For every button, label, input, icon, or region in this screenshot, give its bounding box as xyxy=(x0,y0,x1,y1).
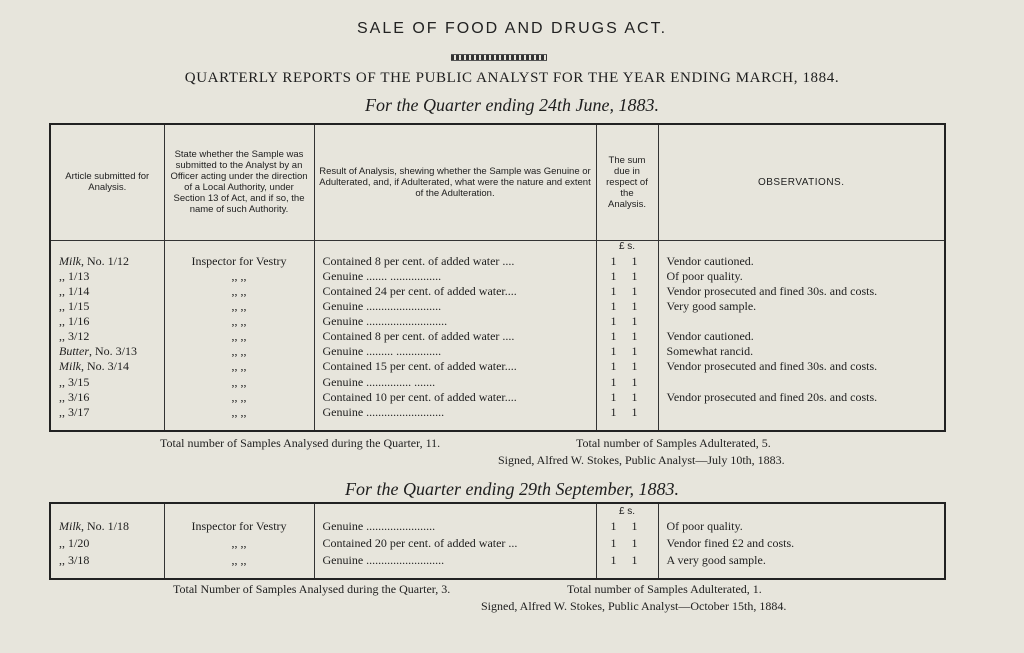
result-cell: Contained 15 per cent. of added water.... xyxy=(314,359,596,374)
article-cell: ,, 3/12 xyxy=(50,329,164,344)
result-cell: Genuine ....... ................. xyxy=(314,268,596,283)
fee-cell: 1 1 xyxy=(596,268,658,283)
quarter2-table xyxy=(49,502,946,580)
article-cell: ,, 3/15 xyxy=(50,374,164,389)
observation-cell xyxy=(658,404,945,419)
result-cell: Genuine .......................... xyxy=(314,552,596,569)
header-article: Article submitted for Analysis. xyxy=(50,124,164,240)
result-cell: Genuine .......................... xyxy=(314,404,596,419)
article-cell: Butter, No. 3/13 xyxy=(50,344,164,359)
decorative-rule xyxy=(451,54,547,61)
article-cell: ,, 1/15 xyxy=(50,298,164,313)
table-row xyxy=(50,268,945,283)
result-cell: Genuine ......................... xyxy=(314,298,596,313)
currency-label: £ s. xyxy=(596,240,658,253)
observation-cell: Of poor quality. xyxy=(666,268,743,283)
result-cell: Contained 8 per cent. of added water .... xyxy=(314,329,596,344)
quarter1-rows xyxy=(50,240,945,431)
fee-cell: 1 1 xyxy=(596,283,658,298)
table-row xyxy=(50,359,945,374)
article-cell: ,, 1/20 xyxy=(50,535,164,552)
result-cell: Contained 24 per cent. of added water.... xyxy=(314,283,596,298)
authority-cell: ,, ,, xyxy=(164,374,314,389)
header-authority: State whether the Sample was submitted to the Analyst by an Officer acting under the direction of a Local Authority, under Section 13 of Act, and if so, the name of such Authority. xyxy=(164,124,314,240)
table-row xyxy=(50,518,945,535)
result-cell: Contained 20 per cent. of added water ... xyxy=(314,535,596,552)
observation-cell xyxy=(658,314,945,329)
result-cell: Genuine ....................... xyxy=(314,518,596,535)
authority-cell: Inspector for Vestry xyxy=(164,253,314,268)
quarter1-table xyxy=(49,123,946,432)
authority-cell: ,, ,, xyxy=(164,552,314,569)
table-row xyxy=(50,344,945,359)
observation-cell: Very good sample. xyxy=(666,298,757,313)
observation-cell: Vendor cautioned. xyxy=(666,253,754,268)
quarter2-signature: Signed, Alfred W. Stokes, Public Analyst—October 15th, 1884. xyxy=(481,599,787,613)
observation-cell: Vendor prosecuted and fined 30s. and costs. xyxy=(666,359,878,374)
result-cell: Contained 10 per cent. of added water.... xyxy=(314,389,596,404)
page-title: SALE OF FOOD AND DRUGS ACT. xyxy=(356,20,668,37)
fee-cell: 1 1 xyxy=(596,535,658,552)
quarter1-total-analysed: Total number of Samples Analysed during the Quarter, 11. xyxy=(160,436,441,450)
authority-cell: Inspector for Vestry xyxy=(164,518,314,535)
fee-cell: 1 1 xyxy=(596,389,658,404)
table-row xyxy=(50,552,945,569)
fee-cell: 1 1 xyxy=(596,518,658,535)
table-filler xyxy=(50,419,945,431)
table-row xyxy=(50,329,945,344)
authority-cell: ,, ,, xyxy=(164,344,314,359)
quarter1-signature: Signed, Alfred W. Stokes, Public Analyst—July 10th, 1883. xyxy=(498,453,785,467)
currency-label: £ s. xyxy=(596,503,658,518)
fee-cell: 1 1 xyxy=(596,359,658,374)
fee-cell: 1 1 xyxy=(596,298,658,313)
result-cell: Genuine ......... ............... xyxy=(314,344,596,359)
authority-cell: ,, ,, xyxy=(164,268,314,283)
table-row xyxy=(50,374,945,389)
observation-cell: Of poor quality. xyxy=(666,519,743,534)
article-cell: Milk, No. 1/18 xyxy=(50,518,164,535)
article-cell: Milk, No. 3/14 xyxy=(50,359,164,374)
fee-cell: 1 1 xyxy=(596,404,658,419)
fee-cell: 1 1 xyxy=(596,329,658,344)
article-cell: ,, 1/13 xyxy=(50,268,164,283)
header-result: Result of Analysis, shewing whether the Sample was Genuine or Adulterated, and, if Adulterated, what were the nature and extent of the Adulteration. xyxy=(314,124,596,240)
article-cell: ,, 3/18 xyxy=(50,552,164,569)
observation-cell: Vendor prosecuted and fined 30s. and costs. xyxy=(666,283,878,298)
observation-cell: Vendor prosecuted and fined 20s. and costs. xyxy=(666,389,878,404)
fee-cell: 1 1 xyxy=(596,314,658,329)
observation-cell: Vendor cautioned. xyxy=(666,329,754,344)
result-cell: Contained 8 per cent. of added water .... xyxy=(314,253,596,268)
authority-cell: ,, ,, xyxy=(164,283,314,298)
authority-cell: ,, ,, xyxy=(164,314,314,329)
observation-cell: Somewhat rancid. xyxy=(666,344,754,359)
header-fee: The sum due in respect of the Analysis. xyxy=(596,124,658,240)
authority-cell: ,, ,, xyxy=(164,535,314,552)
article-cell: Milk, No. 1/12 xyxy=(50,253,164,268)
table-row xyxy=(50,283,945,298)
quarter2-total-analysed: Total Number of Samples Analysed during the Quarter, 3. xyxy=(173,582,451,596)
table-row xyxy=(50,389,945,404)
authority-cell: ,, ,, xyxy=(164,359,314,374)
table-filler xyxy=(50,569,945,579)
quarter2-rows xyxy=(50,503,945,579)
observation-cell: A very good sample. xyxy=(666,553,766,568)
article-cell: ,, 3/16 xyxy=(50,389,164,404)
quarter2-heading: For the Quarter ending 29th September, 1883. xyxy=(345,479,679,499)
fee-cell: 1 1 xyxy=(596,374,658,389)
observation-cell xyxy=(658,374,945,389)
result-cell: Genuine ............... ....... xyxy=(314,374,596,389)
table-row xyxy=(50,298,945,313)
authority-cell: ,, ,, xyxy=(164,329,314,344)
quarter1-heading: For the Quarter ending 24th June, 1883. xyxy=(365,95,659,115)
table-row xyxy=(50,535,945,552)
table-row xyxy=(50,404,945,419)
quarter2-total-adulterated: Total number of Samples Adulterated, 1. xyxy=(567,582,762,596)
observation-cell: Vendor fined £2 and costs. xyxy=(666,536,795,551)
fee-cell: 1 1 xyxy=(596,253,658,268)
table-row xyxy=(50,314,945,329)
article-cell: ,, 1/14 xyxy=(50,283,164,298)
authority-cell: ,, ,, xyxy=(164,298,314,313)
article-cell: ,, 1/16 xyxy=(50,314,164,329)
fee-cell: 1 1 xyxy=(596,552,658,569)
fee-cell: 1 1 xyxy=(596,344,658,359)
authority-cell: ,, ,, xyxy=(164,404,314,419)
authority-cell: ,, ,, xyxy=(164,389,314,404)
result-cell: Genuine ........................... xyxy=(314,314,596,329)
table-row xyxy=(50,253,945,268)
report-subtitle: QUARTERLY REPORTS OF THE PUBLIC ANALYST FOR THE YEAR ENDING MARCH, 1884. xyxy=(184,70,840,86)
article-cell: ,, 3/17 xyxy=(50,404,164,419)
quarter1-total-adulterated: Total number of Samples Adulterated, 5. xyxy=(576,436,771,450)
header-observations: OBSERVATIONS. xyxy=(658,124,945,240)
